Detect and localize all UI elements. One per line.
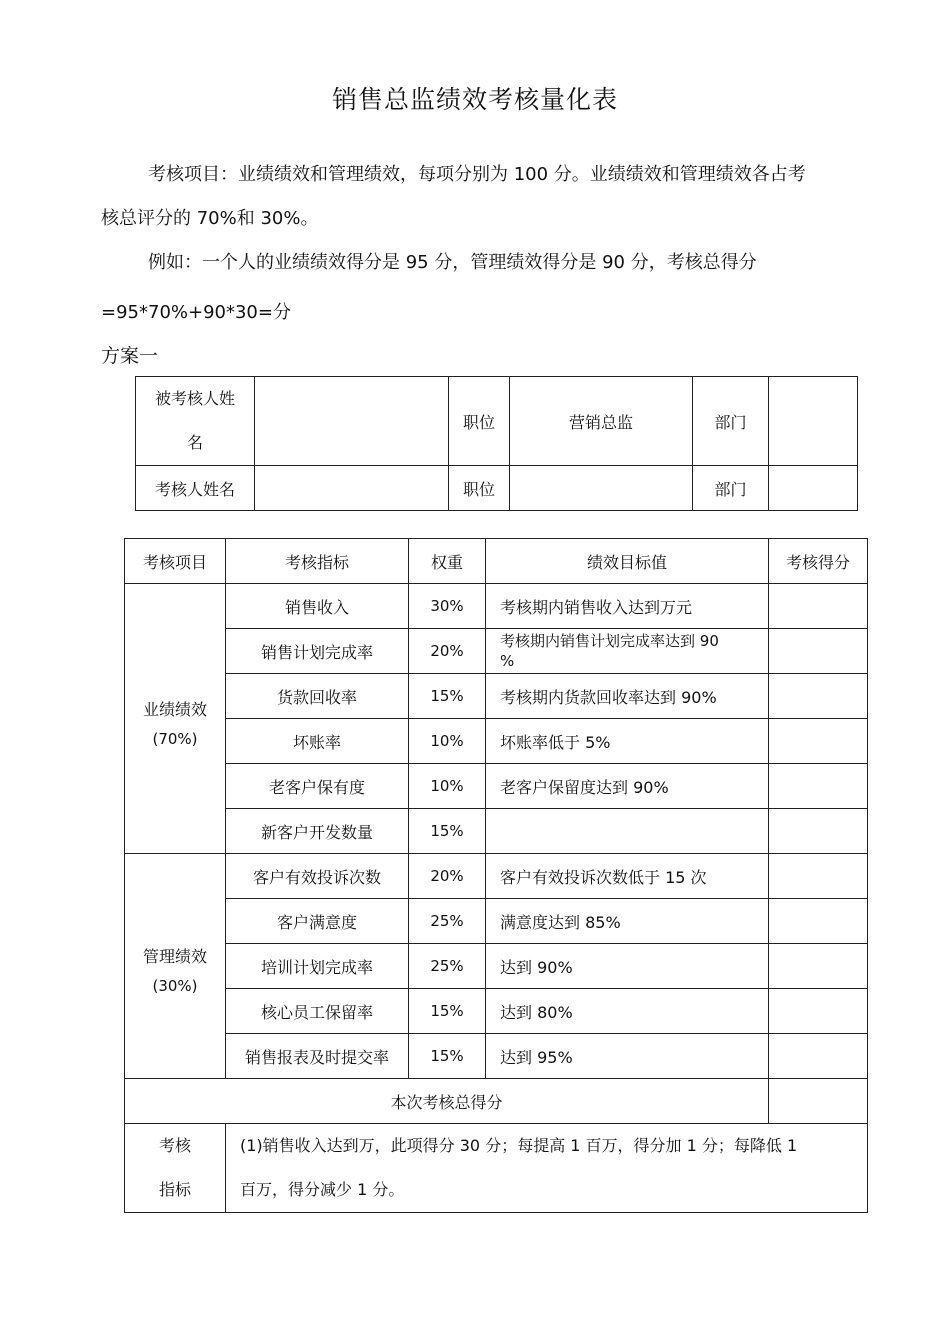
target-cell: 客户有效投诉次数低于 15 次 (486, 854, 769, 899)
category-performance: 业绩绩效 (70%) (125, 584, 226, 854)
table-row (125, 764, 868, 809)
indicator-cell: 新客户开发数量 (226, 809, 409, 854)
note-label: 考核 指标 (125, 1124, 226, 1213)
indicator-cell: 核心员工保留率 (226, 989, 409, 1034)
total-score-label: 本次考核总得分 (125, 1079, 769, 1124)
assessor-name-label: 考核人姓名 (136, 466, 255, 511)
department-cell[interactable] (769, 377, 858, 466)
score-cell[interactable] (769, 1034, 868, 1079)
total-row (125, 1079, 868, 1124)
assessor-name-cell[interactable] (255, 466, 449, 511)
target-cell: 坏账率低于 5% (486, 719, 769, 764)
table-row (125, 899, 868, 944)
table-row (125, 719, 868, 764)
weight-cell: 20% (409, 854, 486, 899)
assessment-table (124, 538, 868, 1213)
table-row (125, 674, 868, 719)
score-cell[interactable] (769, 584, 868, 629)
weight-cell: 25% (409, 944, 486, 989)
department-label: 部门 (693, 377, 769, 466)
target-cell (486, 809, 769, 854)
intro-line-3: 例如：一个人的业绩绩效得分是 95 分，管理绩效得分是 90 分，考核总得分 (148, 252, 757, 273)
weight-cell: 15% (409, 1034, 486, 1079)
weight-cell: 10% (409, 764, 486, 809)
indicator-cell: 销售计划完成率 (226, 629, 409, 674)
indicator-cell: 培训计划完成率 (226, 944, 409, 989)
score-cell[interactable] (769, 899, 868, 944)
weight-cell: 15% (409, 809, 486, 854)
weight-cell: 15% (409, 674, 486, 719)
info-table (135, 376, 858, 511)
indicator-cell: 客户满意度 (226, 899, 409, 944)
assessee-name-cell[interactable] (255, 377, 449, 466)
weight-cell: 20% (409, 629, 486, 674)
table-row (125, 854, 868, 899)
score-cell[interactable] (769, 854, 868, 899)
position-value: 营销总监 (510, 377, 693, 466)
note-row (125, 1124, 868, 1213)
target-cell: 达到 90% (486, 944, 769, 989)
header-cell: 考核项目 (125, 539, 226, 584)
target-cell: 考核期内销售计划完成率达到 90 % (486, 629, 769, 674)
indicator-cell: 货款回收率 (226, 674, 409, 719)
assessor-department-cell[interactable] (769, 466, 858, 511)
assessor-position-cell[interactable] (510, 466, 693, 511)
target-cell: 老客户保留度达到 90% (486, 764, 769, 809)
note-text: (1)销售收入达到万，此项得分 30 分；每提高 1 百万，得分加 1 分；每降低 1 百万，得分减少 1 分。 (226, 1124, 868, 1213)
intro-line-4: =95*70%+90*30=分 (101, 302, 291, 323)
header-row (125, 539, 868, 584)
target-cell: 达到 95% (486, 1034, 769, 1079)
target-cell: 达到 80% (486, 989, 769, 1034)
target-cell: 满意度达到 85% (486, 899, 769, 944)
target-cell: 考核期内货款回收率达到 90% (486, 674, 769, 719)
score-cell[interactable] (769, 809, 868, 854)
indicator-cell: 客户有效投诉次数 (226, 854, 409, 899)
score-cell[interactable] (769, 629, 868, 674)
table-row (125, 989, 868, 1034)
category-management: 管理绩效 (30%) (125, 854, 226, 1079)
weight-cell: 15% (409, 989, 486, 1034)
header-cell: 考核得分 (769, 539, 868, 584)
weight-cell: 10% (409, 719, 486, 764)
table-row (125, 584, 868, 629)
score-cell[interactable] (769, 764, 868, 809)
total-score-cell[interactable] (769, 1079, 868, 1124)
assessor-department-label: 部门 (693, 466, 769, 511)
assessee-name-label: 被考核人姓 名 (136, 377, 255, 466)
plan-label: 方案一 (101, 345, 159, 367)
score-cell[interactable] (769, 989, 868, 1034)
target-cell: 考核期内销售收入达到万元 (486, 584, 769, 629)
indicator-cell: 销售收入 (226, 584, 409, 629)
page-title: 销售总监绩效考核量化表 (331, 85, 618, 114)
score-cell[interactable] (769, 674, 868, 719)
intro-line-2: 核总评分的 70%和 30%。 (101, 208, 319, 229)
table-row (125, 809, 868, 854)
indicator-cell: 老客户保有度 (226, 764, 409, 809)
table-row (125, 629, 868, 674)
intro-line-1: 考核项目：业绩绩效和管理绩效，每项分别为 100 分。业绩绩效和管理绩效各占考 (148, 164, 806, 185)
header-cell: 考核指标 (226, 539, 409, 584)
position-label: 职位 (449, 377, 510, 466)
table-row (125, 944, 868, 989)
indicator-cell: 坏账率 (226, 719, 409, 764)
table-row (125, 1034, 868, 1079)
weight-cell: 30% (409, 584, 486, 629)
indicator-cell: 销售报表及时提交率 (226, 1034, 409, 1079)
score-cell[interactable] (769, 944, 868, 989)
header-cell: 权重 (409, 539, 486, 584)
weight-cell: 25% (409, 899, 486, 944)
score-cell[interactable] (769, 719, 868, 764)
header-cell: 绩效目标值 (486, 539, 769, 584)
assessor-position-label: 职位 (449, 466, 510, 511)
